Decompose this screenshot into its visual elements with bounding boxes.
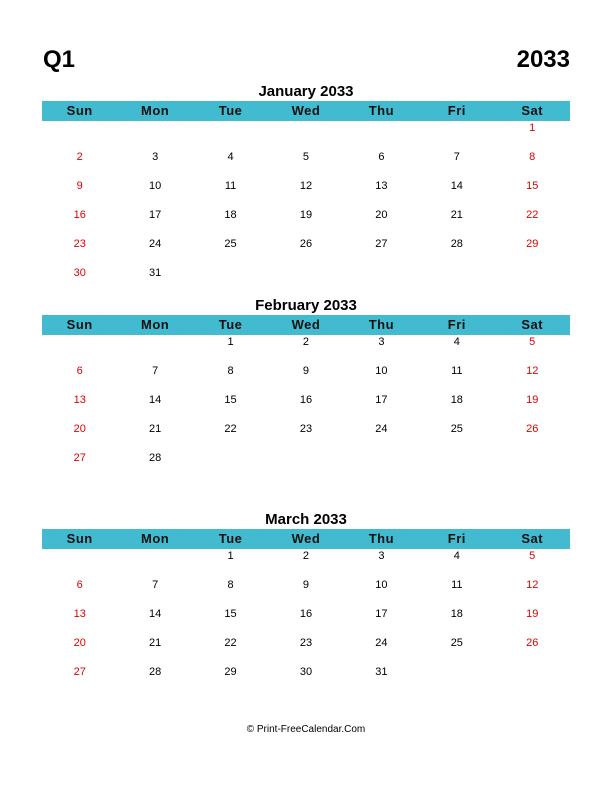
- day-cell: 21: [149, 637, 162, 649]
- weekday-label: Sat: [521, 103, 544, 118]
- day-cell: 8: [529, 151, 536, 163]
- day-cell: 28: [149, 452, 162, 464]
- day-cell: 21: [450, 209, 463, 221]
- weekday-label: Wed: [291, 103, 321, 118]
- day-cell: 5: [529, 550, 536, 562]
- weekday-label: Sun: [66, 317, 93, 332]
- week-row: [42, 334, 570, 363]
- month-name: March 2033: [265, 511, 347, 528]
- day-cell: [117, 548, 192, 577]
- day-cell: 21: [149, 423, 162, 435]
- day-cell: 30: [73, 267, 86, 279]
- day-cell: [495, 265, 570, 294]
- week-row: [42, 548, 570, 577]
- weekday-label: Sun: [66, 103, 93, 118]
- day-cell: 13: [73, 394, 86, 406]
- day-cell: 19: [526, 394, 539, 406]
- day-cell: 29: [224, 666, 237, 678]
- day-cell: 3: [378, 336, 385, 348]
- day-cell: [268, 450, 343, 479]
- day-cell: 14: [450, 180, 463, 192]
- day-cell: 13: [375, 180, 388, 192]
- weekday-label: Mon: [141, 531, 170, 546]
- day-cell: [193, 120, 268, 149]
- day-cell: 27: [73, 452, 86, 464]
- day-cell: 30: [299, 666, 313, 678]
- day-cell: 1: [227, 336, 234, 348]
- week-row: [42, 577, 570, 606]
- day-cell: 6: [76, 579, 83, 591]
- week-row: [42, 421, 570, 450]
- day-cell: 5: [529, 336, 536, 348]
- day-cell: 4: [227, 151, 234, 163]
- day-cell: 25: [224, 238, 237, 250]
- day-cell: 29: [526, 238, 539, 250]
- day-cell: 7: [152, 579, 159, 591]
- weekday-label: Sat: [521, 531, 544, 546]
- day-cell: 24: [375, 637, 388, 649]
- day-cell: [419, 450, 494, 479]
- day-cell: 26: [299, 238, 313, 250]
- day-cell: 8: [227, 579, 234, 591]
- day-cell: 24: [375, 423, 388, 435]
- day-cell: 18: [450, 608, 463, 620]
- day-cell: [268, 120, 343, 149]
- day-cell: 5: [302, 151, 310, 163]
- day-cell: 1: [227, 550, 234, 562]
- day-cell: 12: [299, 180, 313, 192]
- day-cell: 6: [378, 151, 385, 163]
- day-cell: 10: [375, 579, 388, 591]
- weekday-header-bar: [42, 529, 570, 549]
- day-cell: 8: [227, 365, 234, 377]
- day-cell: [117, 334, 192, 363]
- month-name: February 2033: [255, 297, 357, 314]
- week-row: [42, 236, 570, 265]
- day-cell: 16: [299, 608, 313, 620]
- week-row: [42, 606, 570, 635]
- day-cell: 14: [149, 394, 162, 406]
- day-cell: 11: [451, 365, 463, 377]
- weekday-label: Tue: [218, 531, 243, 546]
- day-cell: [42, 334, 117, 363]
- day-cell: 28: [450, 238, 463, 250]
- day-cell: 25: [450, 423, 463, 435]
- day-cell: [117, 120, 192, 149]
- week-row: [42, 207, 570, 236]
- day-cell: [419, 664, 494, 693]
- day-cell: 3: [378, 550, 385, 562]
- day-cell: 4: [453, 336, 460, 348]
- footer-credit: © Print-FreeCalendar.Com: [246, 724, 366, 735]
- day-cell: 9: [76, 180, 83, 192]
- weekday-label: Wed: [291, 531, 321, 546]
- day-cell: 6: [76, 365, 83, 377]
- day-cell: 9: [302, 365, 310, 377]
- week-row: [42, 265, 570, 294]
- weekday-label: Thu: [368, 317, 395, 332]
- day-cell: [344, 450, 419, 479]
- week-row: [42, 120, 570, 149]
- day-cell: 15: [526, 180, 539, 192]
- week-row: [42, 363, 570, 392]
- day-cell: 25: [450, 637, 463, 649]
- day-cell: 16: [73, 209, 86, 221]
- day-cell: 3: [152, 151, 159, 163]
- month-february: [42, 296, 570, 479]
- weekday-label: Tue: [218, 103, 243, 118]
- day-cell: [495, 664, 570, 693]
- day-cell: 19: [526, 608, 539, 620]
- week-row: [42, 178, 570, 207]
- day-cell: 19: [299, 209, 313, 221]
- day-cell: 31: [375, 666, 388, 678]
- day-cell: 13: [73, 608, 86, 620]
- day-cell: [344, 265, 419, 294]
- day-cell: 22: [526, 209, 539, 221]
- day-cell: 9: [302, 579, 310, 591]
- day-cell: 18: [450, 394, 463, 406]
- day-cell: [42, 548, 117, 577]
- weekday-label: Thu: [368, 531, 395, 546]
- day-cell: 23: [299, 637, 313, 649]
- day-cell: 14: [149, 608, 162, 620]
- day-cell: 10: [375, 365, 388, 377]
- year-title: 2033: [516, 46, 570, 73]
- day-cell: 2: [302, 550, 310, 562]
- day-cell: [268, 265, 343, 294]
- day-cell: 18: [224, 209, 237, 221]
- day-cell: [495, 450, 570, 479]
- weekday-label: Thu: [368, 103, 395, 118]
- day-cell: 10: [149, 180, 162, 192]
- day-cell: [193, 450, 268, 479]
- day-cell: 28: [149, 666, 162, 678]
- day-cell: 20: [73, 423, 86, 435]
- day-cell: 1: [529, 122, 536, 134]
- day-cell: 22: [224, 423, 237, 435]
- day-cell: 31: [149, 267, 162, 279]
- day-cell: [419, 120, 494, 149]
- weekday-label: Wed: [291, 317, 321, 332]
- day-cell: 27: [375, 238, 388, 250]
- weekday-label: Fri: [447, 103, 466, 118]
- weekday-label: Fri: [447, 317, 466, 332]
- day-cell: 11: [451, 579, 463, 591]
- day-cell: 12: [526, 579, 539, 591]
- day-cell: 4: [453, 550, 460, 562]
- weekday-label: Fri: [447, 531, 466, 546]
- month-march: [42, 510, 570, 693]
- day-cell: [42, 120, 117, 149]
- month-name: January 2033: [258, 83, 354, 100]
- week-row: [42, 664, 570, 693]
- week-row: [42, 149, 570, 178]
- day-cell: 23: [299, 423, 313, 435]
- day-cell: 17: [149, 209, 162, 221]
- day-cell: 20: [73, 637, 86, 649]
- day-cell: [344, 120, 419, 149]
- weekday-label: Sun: [66, 531, 93, 546]
- day-cell: 17: [375, 394, 388, 406]
- day-cell: 23: [73, 238, 86, 250]
- day-cell: 16: [299, 394, 313, 406]
- day-cell: 17: [375, 608, 388, 620]
- weekday-label: Mon: [141, 317, 170, 332]
- weekday-label: Tue: [218, 317, 243, 332]
- day-cell: 11: [224, 180, 237, 192]
- day-cell: 2: [76, 151, 83, 163]
- month-january: [42, 82, 570, 294]
- day-cell: 22: [224, 637, 237, 649]
- week-row: [42, 450, 570, 479]
- day-cell: 20: [375, 209, 388, 221]
- day-cell: 7: [453, 151, 460, 163]
- day-cell: 7: [152, 365, 159, 377]
- day-cell: 15: [224, 608, 237, 620]
- day-cell: 26: [526, 637, 539, 649]
- day-cell: 24: [149, 238, 162, 250]
- day-cell: 12: [526, 365, 539, 377]
- day-cell: 2: [302, 336, 310, 348]
- weekday-header-bar: [42, 315, 570, 335]
- week-row: [42, 392, 570, 421]
- weekday-header-bar: [42, 101, 570, 121]
- day-cell: 27: [73, 666, 86, 678]
- day-cell: [193, 265, 268, 294]
- day-cell: 26: [526, 423, 539, 435]
- week-row: [42, 635, 570, 664]
- weekday-label: Sat: [521, 317, 544, 332]
- weekday-label: Mon: [141, 103, 170, 118]
- quarter-title: Q1: [43, 46, 76, 73]
- day-cell: 15: [224, 394, 237, 406]
- day-cell: [419, 265, 494, 294]
